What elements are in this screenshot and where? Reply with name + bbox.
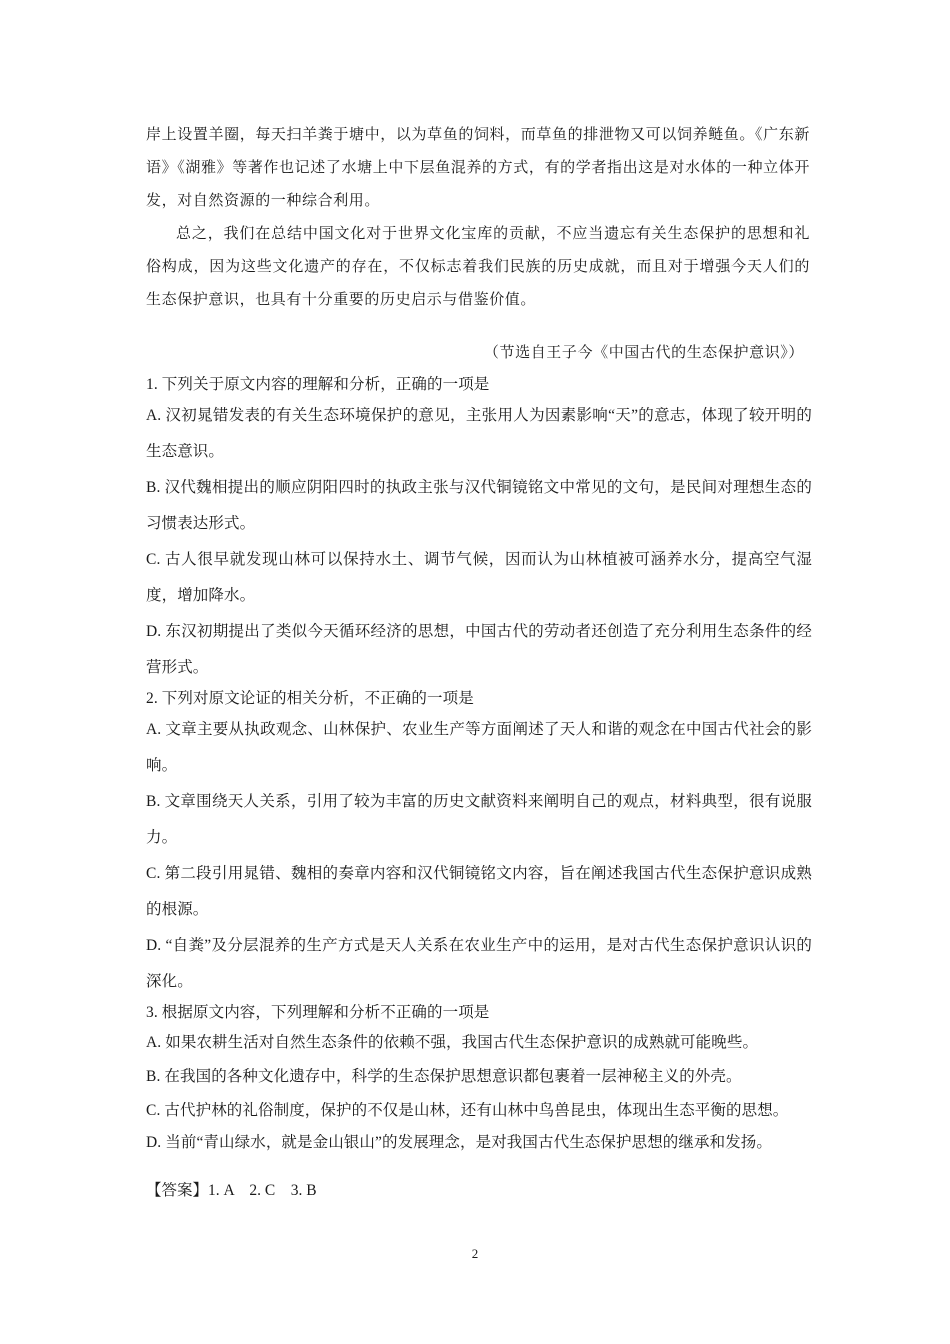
question-3: [146, 1000, 812, 1160]
question-option: B. 汉代魏相提出的顺应阴阳四时的执政主张与汉代铜镜铭文中常见的文句，是民间对理想生态的习惯表达形式。: [146, 479, 812, 532]
question-stem: 3. 根据原文内容，下列理解和分析不正确的一项是: [146, 1004, 490, 1021]
answer-line: [146, 1176, 317, 1206]
question-option: D. “自粪”及分层混养的生产方式是天人关系在农业生产中的运用，是对古代生态保护意识认识的深化。: [146, 937, 812, 990]
page-number: 2: [471, 1246, 479, 1261]
question-stem: 2. 下列对原文论证的相关分析，不正确的一项是: [146, 690, 474, 707]
question-option: A. 文章主要从执政观念、山林保护、农业生产等方面阐述了天人和谐的观念在中国古代社会的影响。: [146, 721, 812, 774]
question-list: [146, 372, 812, 1160]
question-option: A. 如果农耕生活对自然生态条件的依赖不强，我国古代生态保护意识的成熟就可能晚些。: [146, 1034, 759, 1051]
question-option: B. 文章围绕天人关系，引用了较为丰富的历史文献资料来阐明自己的观点，材料典型，很有说服力。: [146, 793, 812, 846]
question-option: C. 古人很早就发现山林可以保持水土、调节气候，因而认为山林植被可涵养水分，提高空气湿度，增加降水。: [146, 551, 812, 604]
question-option: A. 汉初晁错发表的有关生态环境保护的意见，主张用人为因素影响“天”的意志，体现了较开明的生态意识。: [146, 407, 812, 460]
question-option: B. 在我国的各种文化遗存中，科学的生态保护思想意识都包裹着一层神秘主义的外壳。: [146, 1068, 742, 1085]
question-option: C. 古代护林的礼俗制度，保护的不仅是山林，还有山林中鸟兽昆虫，体现出生态平衡的思想。: [146, 1102, 789, 1119]
passage-paragraph: 总之，我们在总结中国文化对于世界文化宝库的贡献，不应当遗忘有关生态保护的思想和礼俗构成，因为这些文化遗产的存在，不仅标志着我们民族的历史成就，而且对于增强今天人们的生态保护意识，也具有十分重要的历史启示与借鉴价值。: [146, 224, 810, 308]
question-option: D. 当前“青山绿水，就是金山银山”的发展理念，是对我国古代生态保护思想的继承和发扬。: [146, 1134, 773, 1151]
question-2: [146, 686, 812, 1000]
answer-items: 1. A 2. C 3. B: [208, 1182, 317, 1199]
passage: [146, 118, 810, 316]
passage-source: （节选自王子今《中国古代的生态保护意识》）: [483, 343, 804, 361]
question-option: D. 东汉初期提出了类似今天循环经济的思想，中国古代的劳动者还创造了充分利用生态条件的经营形式。: [146, 623, 812, 676]
passage-paragraph: 岸上设置羊圈，每天扫羊粪于塘中，以为草鱼的饲料，而草鱼的排泄物又可以饲养鲢鱼。《广东新语》《湖雅》等著作也记述了水塘上中下层鱼混养的方式，有的学者指出这是对水体的一种立体开发，对自然资源的一种综合利用。: [146, 125, 810, 209]
answer-label: 【答案】: [146, 1182, 209, 1199]
question-stem: 1. 下列关于原文内容的理解和分析，正确的一项是: [146, 376, 490, 393]
question-1: [146, 372, 812, 686]
question-option: C. 第二段引用晁错、魏相的奏章内容和汉代铜镜铭文内容，旨在阐述我国古代生态保护意识成熟的根源。: [146, 865, 812, 918]
